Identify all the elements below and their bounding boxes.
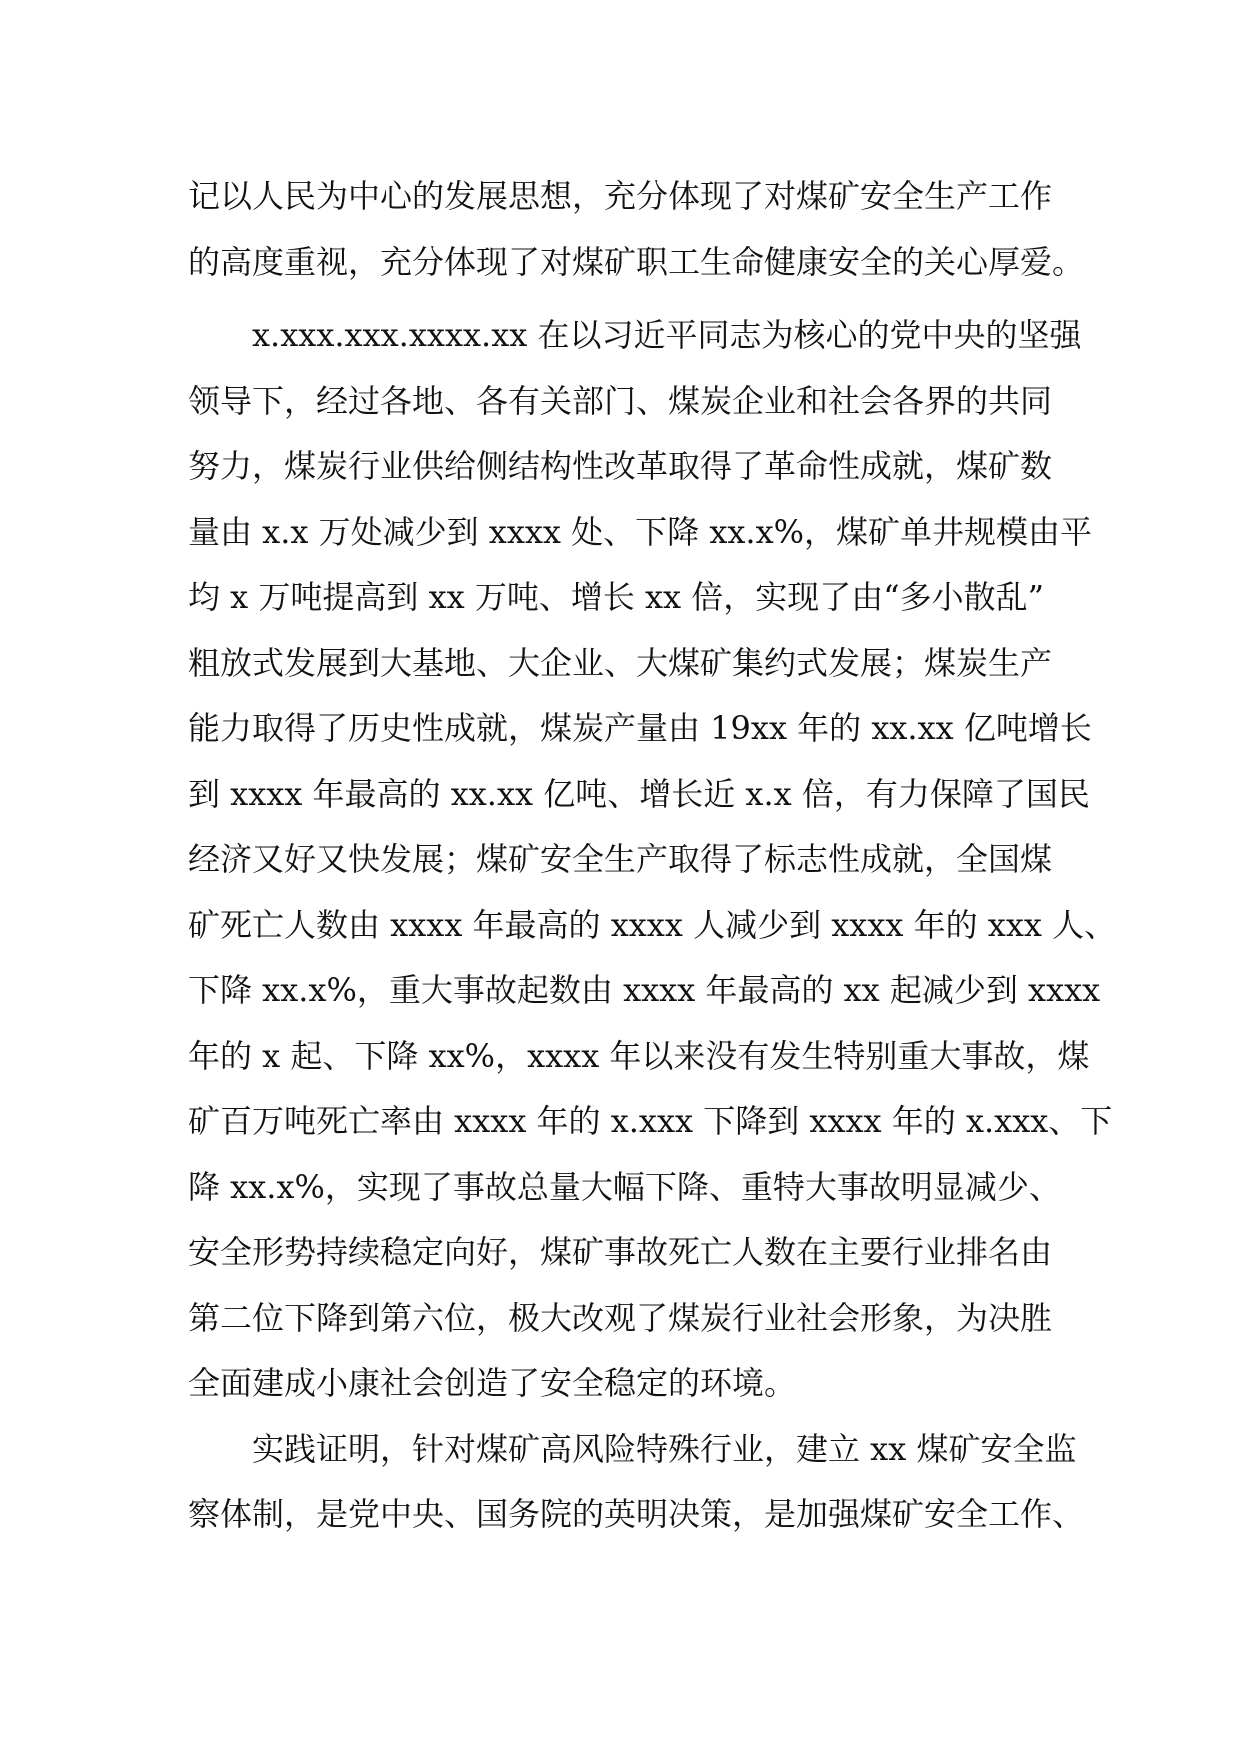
text-line: 到 xxxx 年最高的 xx.xx 亿吨、增长近 x.x 倍，有力保障了国民 <box>188 774 1090 813</box>
document-body <box>188 164 1117 1548</box>
text-line: 降 xx.x%，实现了事故总量大幅下降、重特大事故明显减少、 <box>188 1167 1061 1206</box>
text-line: 矿百万吨死亡率由 xxxx 年的 x.xxx 下降到 xxxx 年的 x.xxx、下 <box>188 1102 1113 1140</box>
text-line: 矿死亡人数由 xxxx 年最高的 xxxx 人减少到 xxxx 年的 xxx 人、 <box>188 905 1117 944</box>
text-line: 领导下，经过各地、各有关部门、煤炭企业和社会各界的共同 <box>188 381 1053 420</box>
text-line: 第二位下降到第六位，极大改观了煤炭行业社会形象，为决胜 <box>188 1298 1053 1337</box>
text-line-first: x.xxx.xxx.xxxx.xx 在以习近平同志为核心的党中央的坚强 <box>252 316 1082 354</box>
text-line: 量由 x.x 万处减少到 xxxx 处、下降 xx.x%，煤矿单井规模由平 <box>188 512 1093 551</box>
paragraph-gap <box>188 295 1068 303</box>
text-line: 下降 xx.x%，重大事故起数由 xxxx 年最高的 xx 起减少到 xxxx <box>188 971 1101 1009</box>
paragraph-1 <box>188 164 1085 295</box>
text-line: 全面建成小康社会创造了安全稳定的环境。 <box>188 1364 797 1402</box>
text-line-first: 实践证明，针对煤矿高风险特殊行业，建立 xx 煤矿安全监 <box>252 1429 1077 1468</box>
text-line: 经济又好又快发展；煤矿安全生产取得了标志性成就，全国煤 <box>188 840 1053 878</box>
text-line: 安全形势持续稳定向好，煤矿事故死亡人数在主要行业排名由 <box>188 1233 1053 1271</box>
text-line: 均 x 万吨提高到 xx 万吨、增长 xx 倍，实现了由“多小散乱” <box>188 578 1044 616</box>
text-line: 年的 x 起、下降 xx%，xxxx 年以来没有发生特别重大事故，煤 <box>188 1036 1090 1075</box>
text-line: 的高度重视，充分体现了对煤矿职工生命健康安全的关心厚爱。 <box>188 242 1085 281</box>
text-line: 能力取得了历史性成就，煤炭产量由 19xx 年的 xx.xx 亿吨增长 <box>188 709 1092 747</box>
text-line: 粗放式发展到大基地、大企业、大煤矿集约式发展；煤炭生产 <box>188 643 1053 682</box>
paragraph-3 <box>188 1417 1085 1548</box>
paragraph-2 <box>188 303 1117 1417</box>
text-line: 察体制，是党中央、国务院的英明决策，是加强煤矿安全工作、 <box>188 1495 1085 1533</box>
text-line: 努力，煤炭行业供给侧结构性改革取得了革命性成就，煤矿数 <box>188 447 1053 485</box>
text-line: 记以人民为中心的发展思想，充分体现了对煤矿安全生产工作 <box>188 177 1053 215</box>
